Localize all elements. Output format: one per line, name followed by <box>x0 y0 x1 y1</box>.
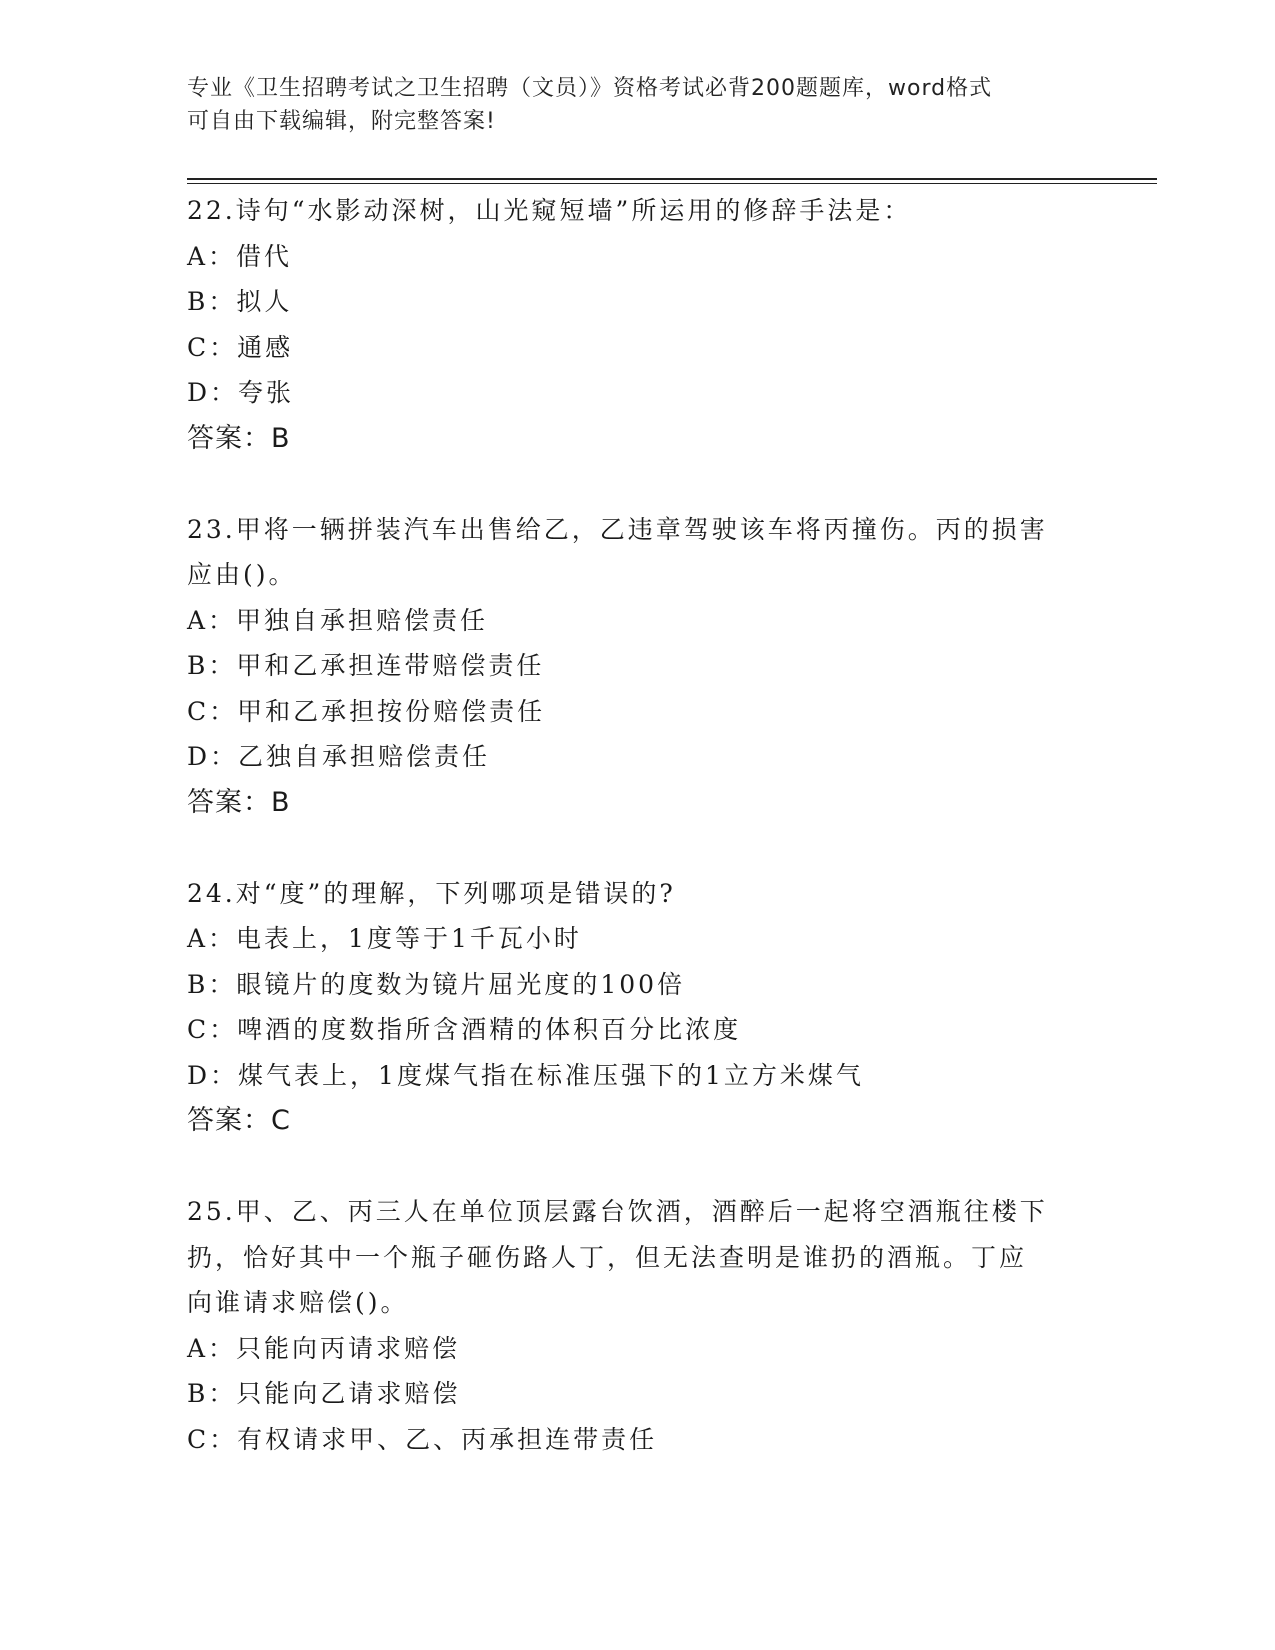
option-c: C：啤酒的度数指所含酒精的体积百分比浓度 <box>187 1015 742 1044</box>
question-stem: 24.对“度”的理解，下列哪项是错误的? <box>187 878 676 908</box>
option-d: D：煤气表上，1度煤气指在标准压强下的1立方米煤气 <box>187 1060 864 1090</box>
question-stem: 扔，恰好其中一个瓶子砸伤路人丁，但无法查明是谁扔的酒瓶。丁应 <box>187 1242 1028 1272</box>
option-b: B：只能向乙请求赔偿 <box>187 1379 461 1408</box>
question-stem: 向谁请求赔偿()。 <box>187 1288 409 1317</box>
option-a: A：甲独自承担赔偿责任 <box>187 605 489 635</box>
option-d: D：乙独自承担赔偿责任 <box>187 742 491 771</box>
header-divider-thin <box>187 183 1157 184</box>
option-b: B：拟人 <box>187 287 293 316</box>
question-stem: 25.甲、乙、丙三人在单位顶层露台饮酒，酒醉后一起将空酒瓶往楼下 <box>187 1197 1048 1226</box>
header-line-2: 可自由下载编辑，附完整答案! <box>187 109 496 134</box>
question-block <box>187 507 1087 826</box>
option-a: A：借代 <box>187 241 293 271</box>
answer-line: 答案：B <box>187 422 291 454</box>
question-block <box>187 871 1087 1144</box>
question-stem: 22.诗句“水影动深树，山光窥短墙”所运用的修辞手法是： <box>187 196 912 225</box>
option-c: C：有权请求甲、乙、丙承担连带责任 <box>187 1424 658 1454</box>
option-d: D：夸张 <box>187 378 295 407</box>
answer-line: 答案：C <box>187 1105 291 1136</box>
option-a: A：只能向丙请求赔偿 <box>187 1333 461 1363</box>
question-stem: 23.甲将一辆拼装汽车出售给乙，乙违章驾驶该车将丙撞伤。丙的损害 <box>187 514 1048 544</box>
option-a: A：电表上，1度等于1千瓦小时 <box>187 924 582 953</box>
question-stem: 应由()。 <box>187 560 297 589</box>
option-b: B：甲和乙承担连带赔偿责任 <box>187 651 545 680</box>
option-b: B：眼镜片的度数为镜片屈光度的100倍 <box>187 969 686 999</box>
option-c: C：通感 <box>187 332 294 362</box>
option-c: C：甲和乙承担按份赔偿责任 <box>187 696 546 726</box>
document-header <box>187 72 1087 138</box>
spacer <box>187 461 1087 507</box>
header-line-1: 专业《卫生招聘考试之卫生招聘（文员）》资格考试必背200题题库，word格式 <box>187 76 993 101</box>
spacer <box>187 1144 1087 1190</box>
question-block <box>187 188 1087 461</box>
header-divider-thick <box>187 178 1157 180</box>
spacer <box>187 825 1087 871</box>
question-block <box>187 1189 1087 1462</box>
answer-line: 答案：B <box>187 786 291 818</box>
question-list <box>187 188 1087 1462</box>
